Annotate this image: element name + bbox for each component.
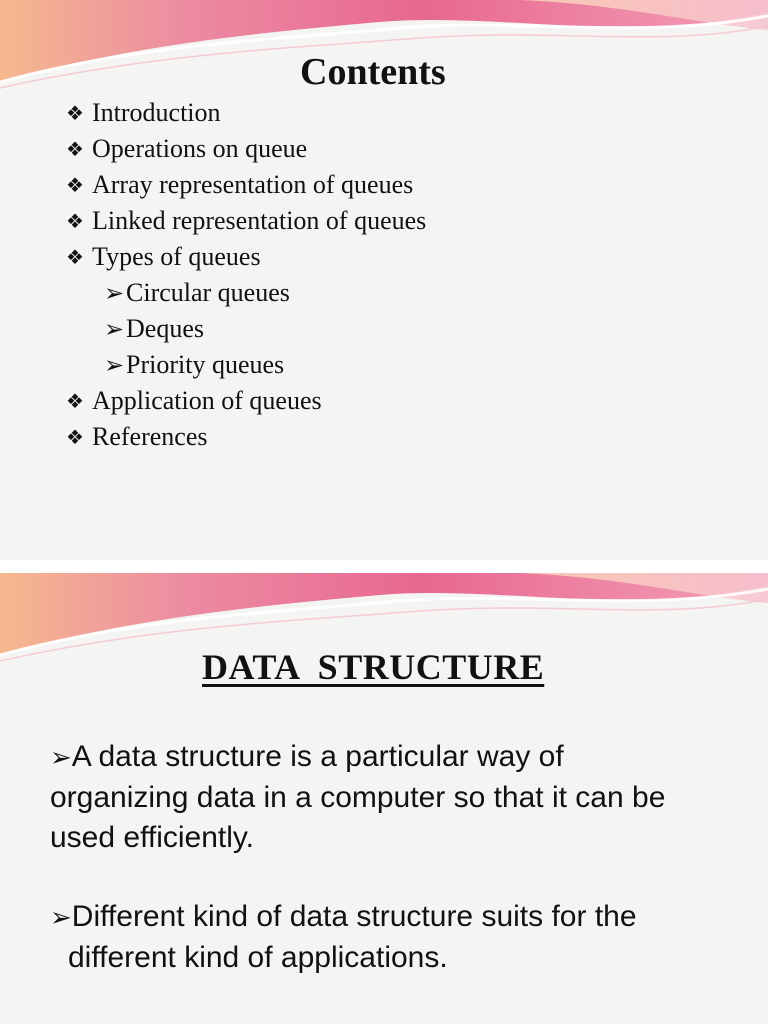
list-item-text: References [92,422,208,451]
diamond-bullet-icon: ❖ [66,175,84,197]
list-item-text: Array representation of queues [92,170,414,199]
arrow-bullet-icon: ➢ [104,281,125,307]
slide-title: Contents [300,51,446,93]
list-item [66,167,426,203]
list-item-text: Application of queues [92,386,322,415]
paragraph-text: A data structure is a particular way of [71,740,564,773]
paragraph-line [50,897,637,938]
list-item-text: Linked representation of queues [92,206,427,235]
slide-title: DATA STRUCTURE [202,647,545,687]
list-item [66,131,426,167]
arrow-bullet-icon: ➢ [50,903,72,933]
sub-list-item [66,311,426,347]
slide-data-structure [0,573,768,1024]
list-item [66,95,426,131]
arrow-bullet-icon: ➢ [104,317,125,343]
list-item [66,239,426,275]
arrow-bullet-icon: ➢ [104,353,125,379]
diamond-bullet-icon: ❖ [66,247,84,269]
list-item [66,383,426,419]
diamond-bullet-icon: ❖ [66,391,84,413]
contents-list [66,95,426,455]
list-item-text: Priority queues [126,350,285,379]
paragraph-line [50,737,665,778]
paragraph-line: used efficiently. [50,821,255,854]
diamond-bullet-icon: ❖ [66,211,84,233]
sub-list-item [66,275,426,311]
paragraph-line: organizing data in a computer so that it can be [50,781,666,814]
paragraph-text: Different kind of data structure suits for the [71,900,637,933]
arrow-bullet-icon: ➢ [50,743,72,773]
list-item [66,419,426,455]
paragraph [50,737,665,858]
diamond-bullet-icon: ❖ [66,139,84,161]
paragraph-line: different kind of applications. [68,941,448,974]
list-item-text: Introduction [92,98,221,127]
list-item-text: Deques [126,314,204,343]
list-item [66,203,426,239]
list-item-text: Operations on queue [92,134,308,163]
diamond-bullet-icon: ❖ [66,427,84,449]
sub-list-item [66,347,426,383]
list-item-text: Circular queues [126,278,290,307]
list-item-text: Types of queues [92,242,261,271]
diamond-bullet-icon: ❖ [66,103,84,125]
paragraph [50,897,637,978]
